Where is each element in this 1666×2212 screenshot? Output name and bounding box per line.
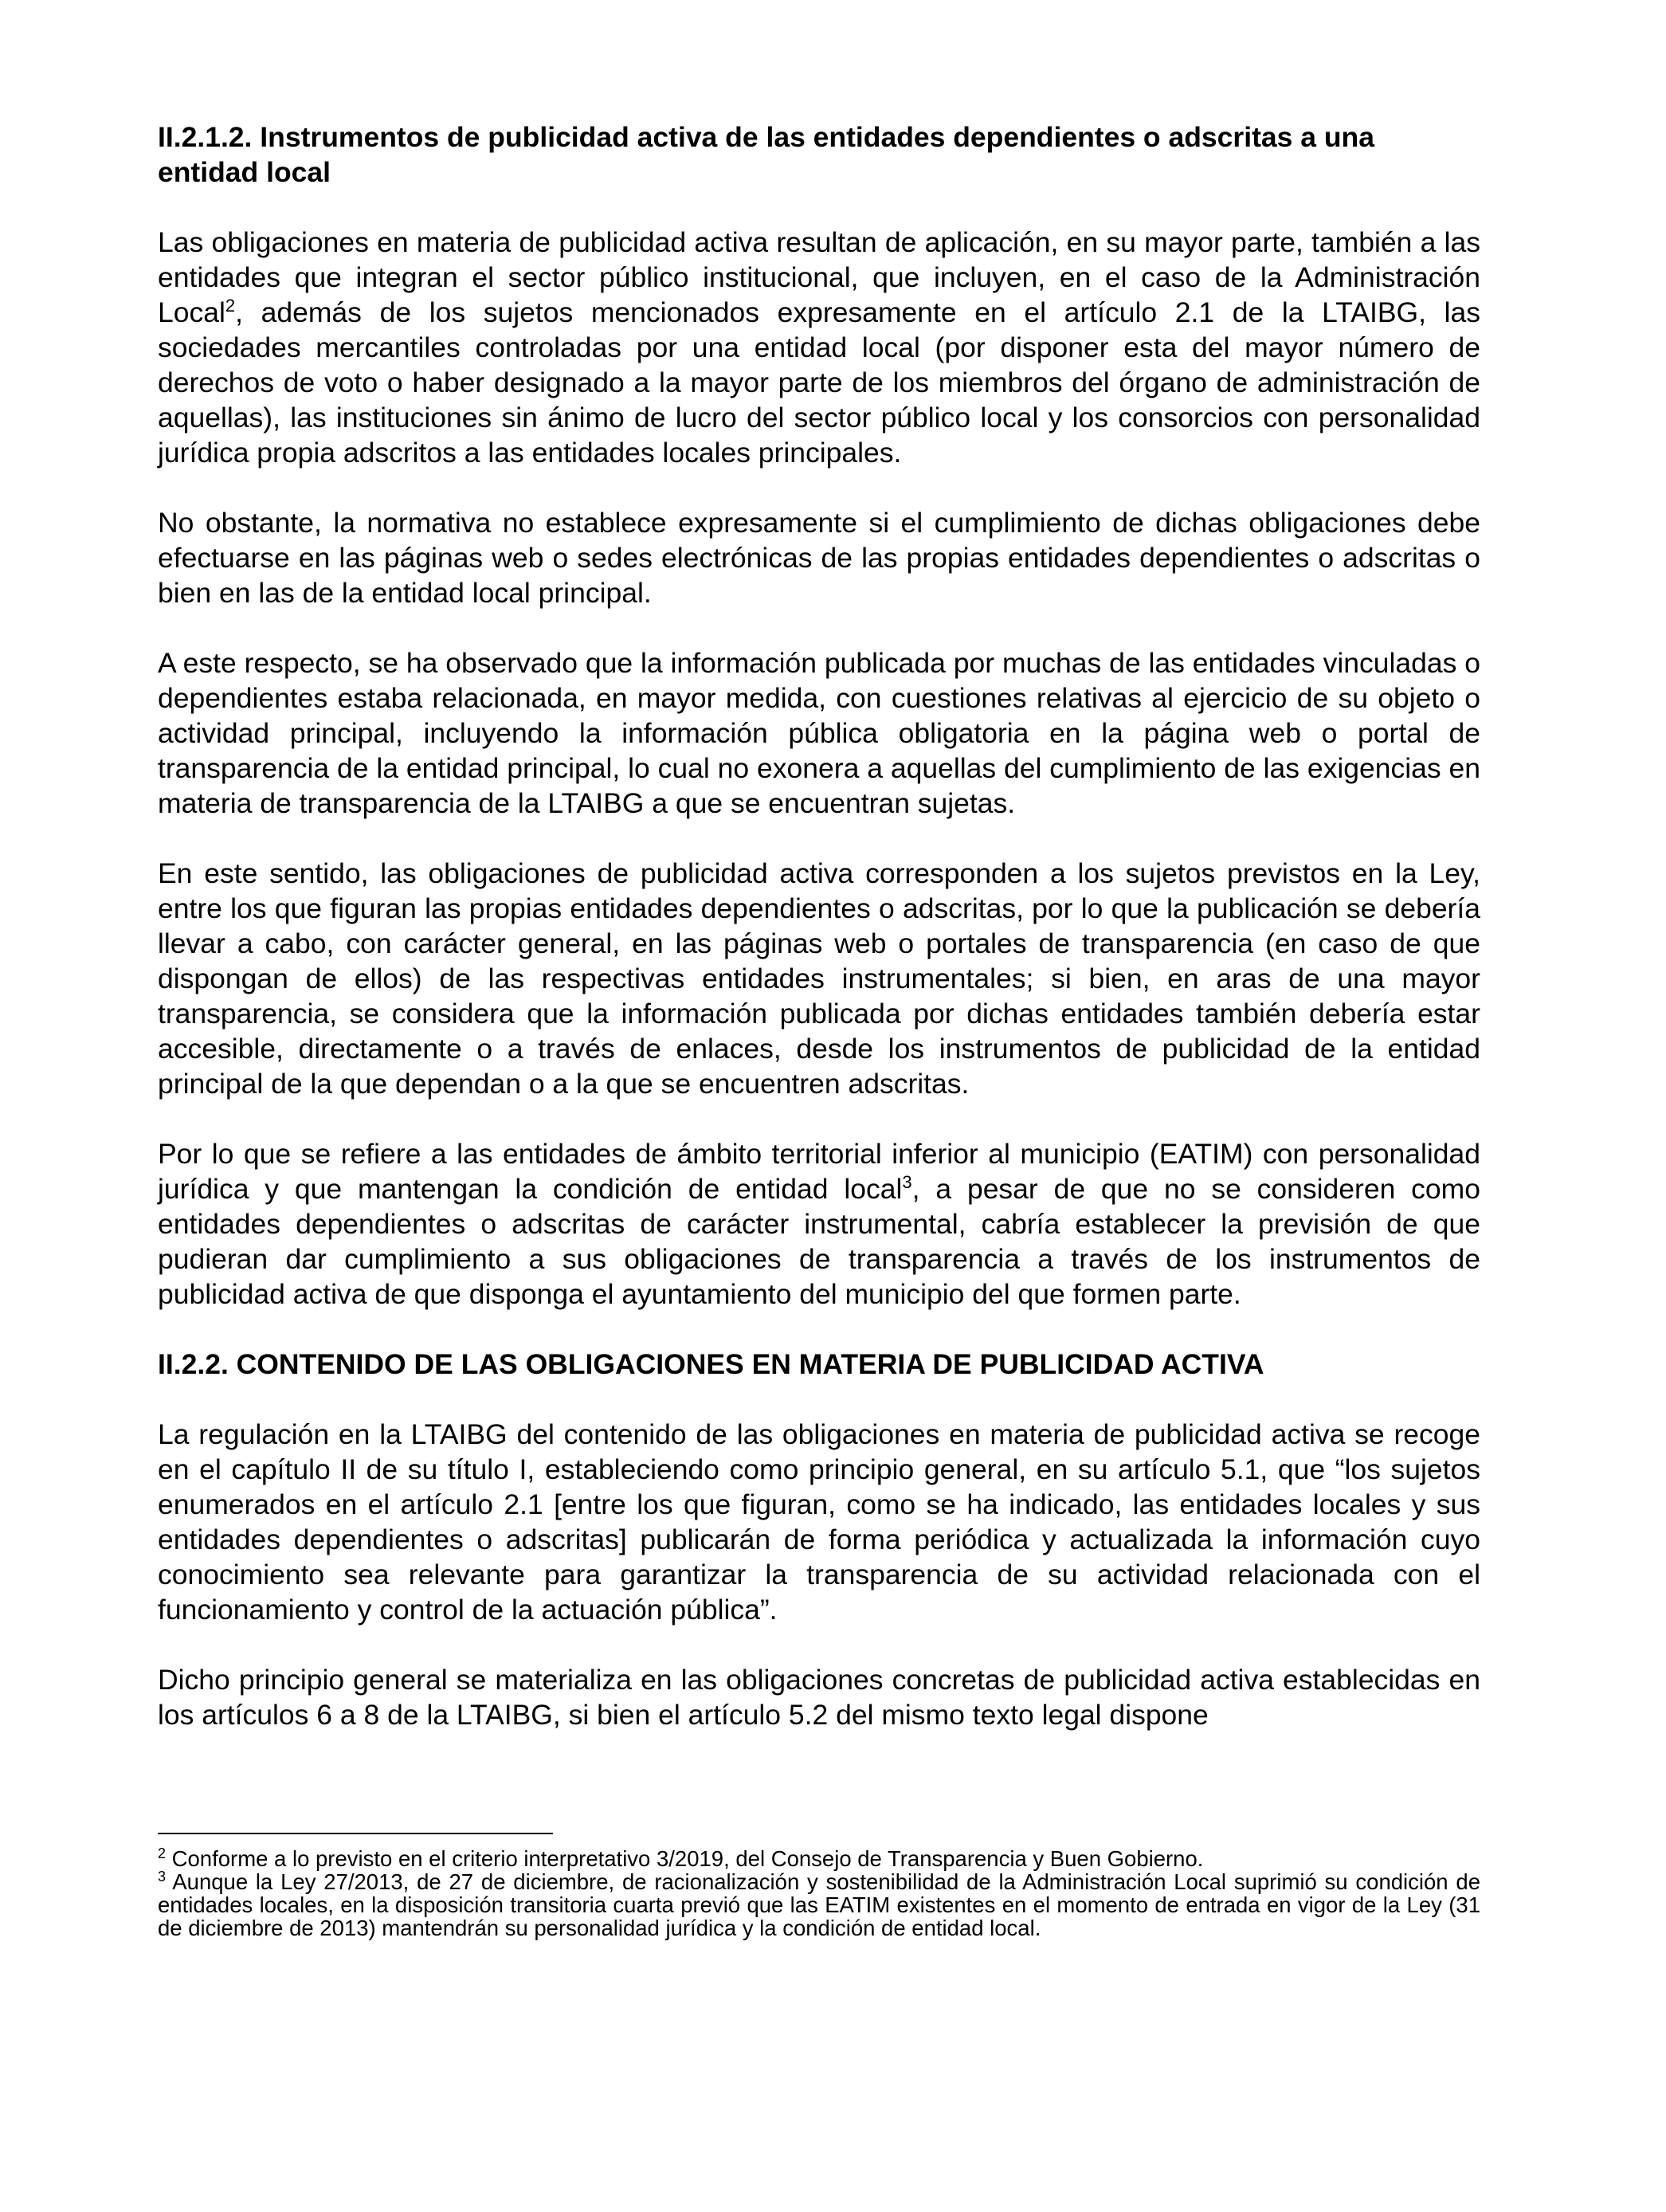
document-body	[158, 120, 1480, 1732]
paragraph: No obstante, la normativa no establece expresamente si el cumplimiento de dichas obligaciones debe efectuarse en las páginas web o sedes electrónicas de las propias entidades dependientes o adscritas o bien en las de la entidad local principal.	[158, 507, 1480, 609]
paragraph-text: Las obligaciones en materia de publicidad activa resultan de aplicación, en su mayor parte, también a las entidades que integran el sector público institucional, que incluyen, en el caso de la Administración Local	[158, 226, 1480, 328]
footnote-ref[interactable]: 3	[902, 1172, 912, 1193]
paragraph-text: , a pesar de que no se consideren como entidades dependientes o adscritas de carácter instrumental, cabría establecer la previsión de que pudieran dar cumplimiento a sus obligaciones de transparencia a través de los instrumentos de publicidad activa de que disponga el ayuntamiento del municipio del que formen parte.	[158, 1173, 1480, 1310]
paragraph	[158, 225, 1480, 470]
paragraph: Dicho principio general se materializa en las obligaciones concretas de publicidad activa establecidas en los artículos 6 a 8 de la LTAIBG, si bien el artículo 5.2 del mismo texto legal dispone	[158, 1664, 1480, 1731]
footnote-number: 2	[158, 1845, 167, 1861]
paragraph	[158, 1136, 1480, 1312]
footnote-text: Aunque la Ley 27/2013, de 27 de diciembre, de racionalización y sostenibilidad de la Administración Local suprimió su condición de entidades locales, en la disposición transitoria cuarta previó que las EATIM existentes en el momento de entrada en vigor de la Ley (31 de diciembre de 2013) mantendrán su personalidad jurídica y la condición de entidad local.	[158, 1869, 1480, 1940]
footnotes	[158, 1847, 1480, 1939]
paragraph: En este sentido, las obligaciones de publicidad activa corresponden a los sujetos previstos en la Ley, entre los que figuran las propias entidades dependientes o adscritas, por lo que la publicación se debería llevar a cabo, con carácter general, en las páginas web o portales de transparencia (en caso de que dispongan de ellos) de las respectivas entidades instrumentales; si bien, en aras de una mayor transparencia, se considera que la información publicada por dichas entidades también debería estar accesible, directamente o a través de enlaces, desde los instrumentos de publicidad de la entidad principal de la que dependan o a la que se encuentren adscritas.	[158, 857, 1480, 1100]
section-heading: II.2.2. CONTENIDO DE LAS OBLIGACIONES EN MATERIA DE PUBLICIDAD ACTIVA	[158, 1348, 1264, 1380]
paragraph-text: Por lo que se refiere a las entidades de ámbito territorial inferior al municipio (EATIM) con personalidad jurídica y que mantengan la condición de entidad local	[158, 1138, 1480, 1205]
footnote	[158, 1870, 1480, 1939]
section-heading: II.2.1.2. Instrumentos de publicidad activa de las entidades dependientes o adscritas a una entidad local	[158, 121, 1374, 188]
footnote-number: 3	[158, 1868, 167, 1885]
paragraph-text: , además de los sujetos mencionados expresamente en el artículo 2.1 de la LTAIBG, las sociedades mercantiles controladas por una entidad local (por disponer esta del mayor número de derechos de voto o haber designado a la mayor parte de los miembros del órgano de administración de aquellas), las instituciones sin ánimo de lucro del sector público local y los consorcios con personalidad jurídica propia adscritos a las entidades locales principales.	[158, 296, 1480, 469]
footnote-divider	[158, 1833, 553, 1834]
paragraph: La regulación en la LTAIBG del contenido de las obligaciones en materia de publicidad activa se recoge en el capítulo II de su título I, estableciendo como principio general, en su artículo 5.1, que “los sujetos enumerados en el artículo 2.1 [entre los que figuran, como se ha indicado, las entidades locales y sus entidades dependientes o adscritas] publicarán de forma periódica y actualizada la información cuyo conocimiento sea relevante para garantizar la transparencia de su actividad relacionada con el funcionamiento y control de la actuación pública”.	[158, 1418, 1480, 1626]
footnote-ref[interactable]: 2	[225, 296, 236, 316]
paragraph: A este respecto, se ha observado que la información publicada por muchas de las entidades vinculadas o dependientes estaba relacionada, en mayor medida, con cuestiones relativas al ejercicio de su objeto o actividad principal, incluyendo la información pública obligatoria en la página web o portal de transparencia de la entidad principal, lo cual no exonera a aquellas del cumplimiento de las exigencias en materia de transparencia de la LTAIBG a que se encuentran sujetas.	[158, 647, 1480, 819]
footnote	[158, 1847, 1480, 1870]
footnote-text: Conforme a lo previsto en el criterio interpretativo 3/2019, del Consejo de Transparencia y Buen Gobierno.	[166, 1846, 1204, 1871]
